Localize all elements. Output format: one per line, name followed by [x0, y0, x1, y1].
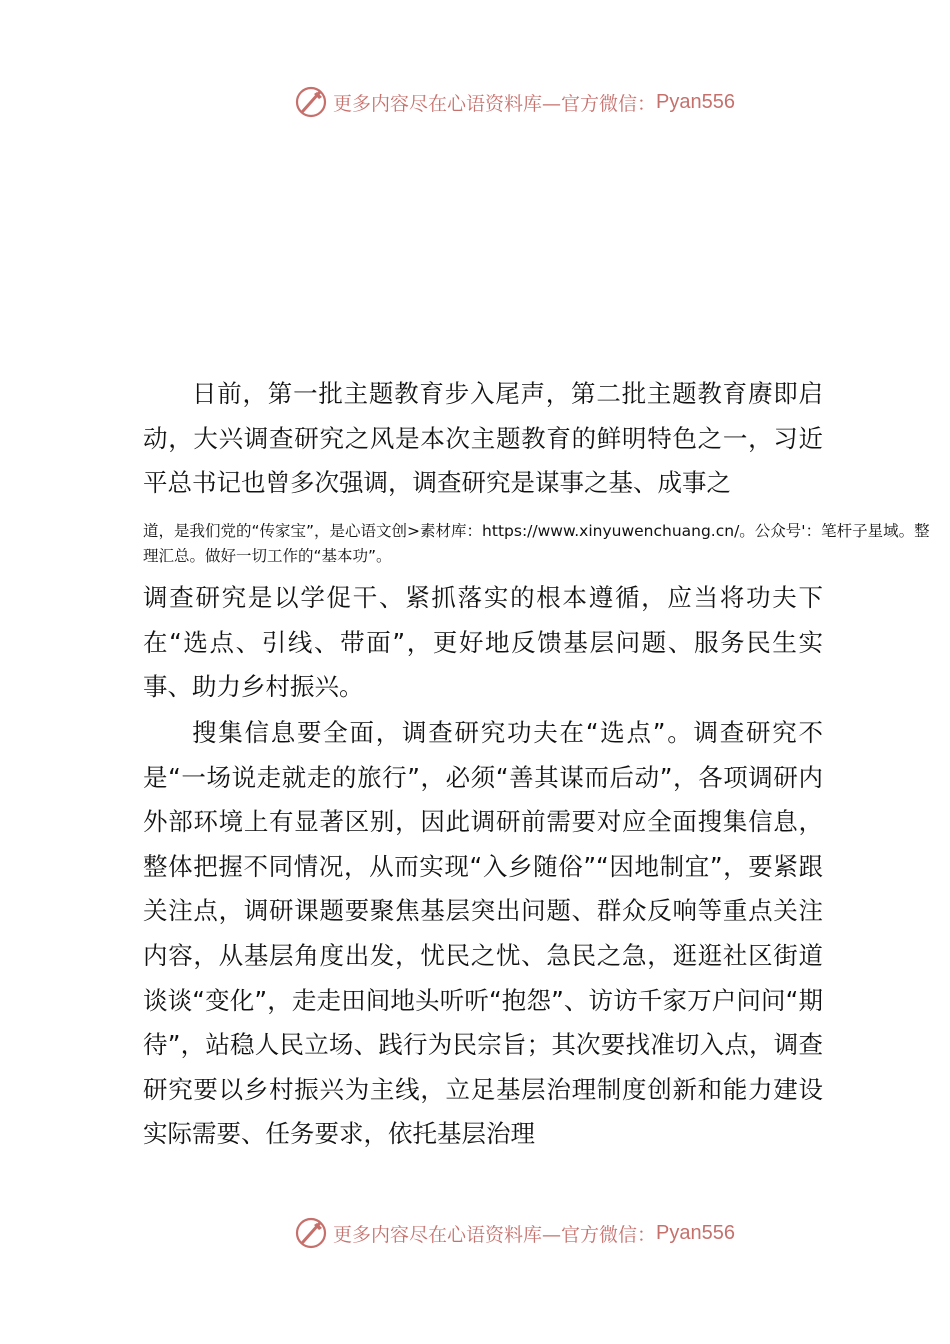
watermark-text: 更多内容尽在心语资料库—官方微信： — [333, 1223, 657, 1246]
article-paragraph-3: 搜集信息要全面，调查研究功夫在“选点”。调查研究不是“一场说走就走的旅行”，必须“善其谋而后动”，各项调研内外部环境上有显著区别，因此调研前需要对应全面搜集信息，整体把握不同情况，从而实现“入乡随俗”“因地制宜”，要紧跟关注点，调研课题要聚焦基层突出问题、群众反响等重点关注内容，从基层角度出发，忧民之忧、急民之急，逛逛社区街道谈谈“变化”，走走田间地头听听“抱怨”、访访千家万户问问“期待”，站稳人民立场、践行为民宗旨；其次要找准切入点，调查研究要以乡村振兴为主线，立足基层治理制度创新和能力建设实际需要、任务要求，依托基层治理 — [143, 718, 823, 1149]
pen-logo-icon — [293, 84, 329, 120]
article-paragraph-2: 调查研究是以学促干、紧抓落实的根本遵循，应当将功夫下在“选点、引线、带面”，更好地反馈基层问题、服务民生实事、助力乡村振兴。 — [143, 583, 823, 702]
watermark-wechat-id: Pyan556 — [656, 1221, 735, 1244]
watermark-text: 更多内容尽在心语资料库—官方微信： — [333, 92, 657, 115]
source-note: 道，是我们党的“传家宝”，是心语文创>素材库：https://www.xinyuwenchuang.cn/。公众号'：笔杆子星域。整理汇总。做好一切工作的“基本功”。 — [143, 522, 930, 565]
article-paragraph-1: 日前，第一批主题教育步入尾声，第二批主题教育赓即启动，大兴调查研究之风是本次主题教育的鲜明特色之一，习近平总书记也曾多次强调，调查研究是谋事之基、成事之 — [143, 379, 823, 498]
header-watermark — [293, 82, 813, 122]
watermark-wechat-id: Pyan556 — [656, 90, 735, 113]
pen-logo-icon — [293, 1215, 329, 1251]
footer-watermark — [293, 1213, 813, 1253]
